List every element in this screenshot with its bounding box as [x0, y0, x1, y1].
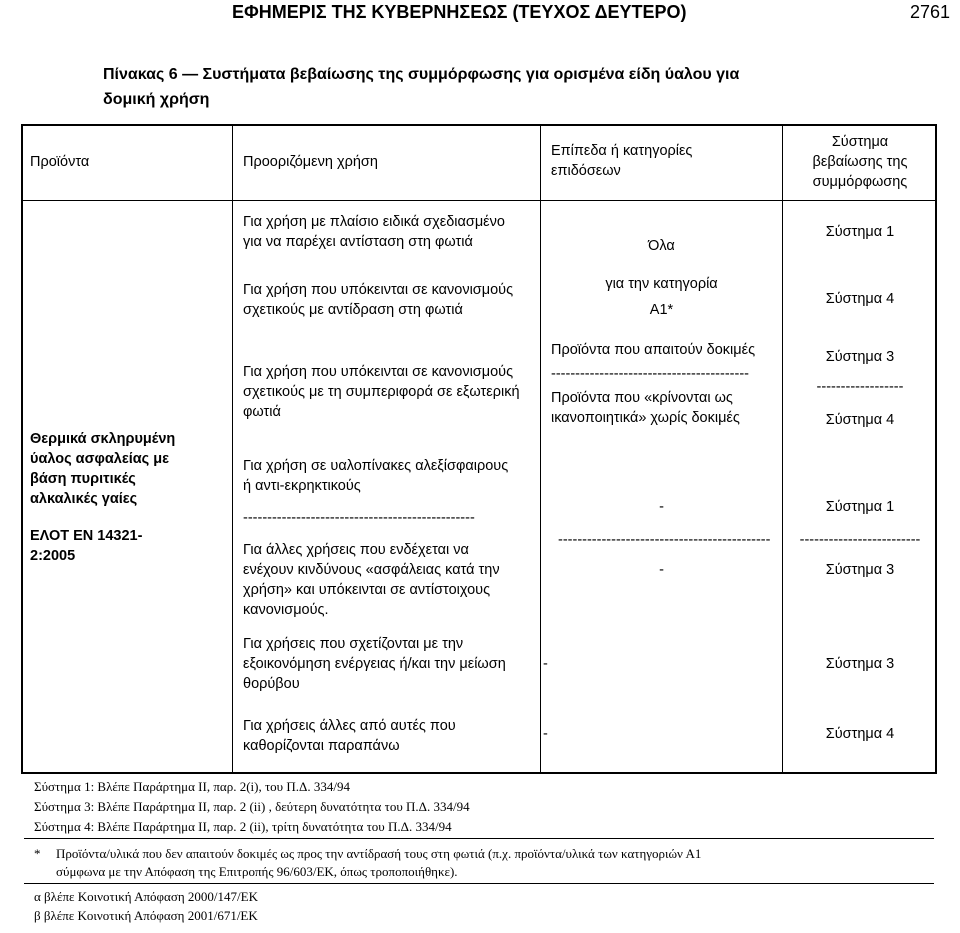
system-1b: Σύστημα 1: [825, 499, 895, 515]
level-category-line-2: Α1*: [649, 302, 674, 318]
use-row-5-line-2: ενέχουν κινδύνους «ασφάλειας κατά την: [243, 562, 500, 578]
product-name-line-4: αλκαλικές γαίες: [30, 491, 138, 507]
header-levels: [551, 141, 692, 181]
product-name-line-1: Θερμικά σκληρυμένη: [30, 431, 176, 447]
header-products: Προϊόντα: [30, 154, 90, 170]
system-3c: Σύστημα 3: [825, 656, 895, 672]
system-separator-1: ------------------: [816, 379, 904, 395]
header-system-line-1: Σύστημα: [831, 134, 889, 150]
system-4b: Σύστημα 4: [825, 412, 895, 428]
table-caption: [103, 62, 863, 112]
product-standard-line-2: 2:2005: [30, 548, 76, 564]
note-system-3: Σύστημα 3: Βλέπε Παράρτημα ΙΙ, παρ. 2 (ii) , δεύτερη δυνατότητα του Π.Δ. 334/94: [34, 799, 470, 814]
notes-divider-2: [24, 883, 934, 884]
table-header-divider: [21, 200, 937, 201]
note-beta: β βλέπε Κοινοτική Απόφαση 2001/671/ΕΚ: [34, 908, 258, 923]
system-3a: Σύστημα 3: [825, 349, 895, 365]
level-tests-separator: -----------------------------------------: [551, 366, 749, 382]
use-row-7-line-2: καθορίζονται παραπάνω: [243, 738, 400, 754]
header-levels-line-1: Επίπεδα ή κατηγορίες: [551, 143, 693, 159]
page-number: 2761: [910, 2, 951, 22]
use-row-4: [243, 456, 508, 496]
level-dash-1: -: [659, 499, 664, 515]
use-row-6-line-1: Για χρήσεις που σχετίζονται με την: [243, 636, 464, 652]
system-separator-2: -------------------------: [799, 532, 921, 548]
use-row-1-line-1: Για χρήση με πλαίσιο ειδικά σχεδιασμένο: [243, 214, 505, 230]
use-row-3-line-2: σχετικούς με τη συμπεριφορά σε εξωτερική: [243, 384, 520, 400]
level-tests-line-1: Προϊόντα που απαιτούν δοκιμές: [551, 342, 756, 358]
header-levels-line-2: επιδόσεων: [551, 163, 621, 179]
system-1: Σύστημα 1: [825, 224, 895, 240]
page-header-title: ΕΦΗΜΕΡΙΣ ΤΗΣ ΚΥΒΕΡΝΗΣΕΩΣ (ΤΕΥΧΟΣ ΔΕΥΤΕΡΟ): [232, 2, 687, 22]
use-row-1-line-2: για να παρέχει αντίσταση στη φωτιά: [243, 234, 473, 250]
caption-line-1: Πίνακας 6 ― Συστήματα βεβαίωσης της συμμόρφωσης για ορισμένα είδη ύαλου για: [103, 66, 740, 83]
product-standard: [30, 526, 142, 566]
level-dash-2: -: [659, 562, 664, 578]
level-tests: [551, 340, 755, 428]
use-separator: ------------------------------------------------: [243, 510, 475, 526]
level-tests-line-2: Προϊόντα που «κρίνονται ως: [551, 390, 733, 406]
header-intended-use: Προοριζόμενη χρήση: [243, 154, 378, 170]
use-row-2-line-2: σχετικούς με αντίδραση στη φωτιά: [243, 302, 463, 318]
use-row-3-line-1: Για χρήση που υπόκεινται σε κανονισμούς: [243, 364, 514, 380]
product-standard-line-1: ΕΛΟΤ ΕΝ 14321-: [30, 528, 143, 544]
use-row-6-line-2: εξοικονόμηση ενέργειας ή/και την μείωση: [243, 656, 506, 672]
level-all: Όλα: [648, 238, 675, 254]
use-row-5-line-4: κανονισμούς.: [243, 602, 329, 618]
header-system-line-2: βεβαίωσης της: [812, 154, 908, 170]
use-row-4-line-1: Για χρήση σε υαλοπίνακες αλεξίσφαιρους: [243, 458, 509, 474]
use-row-5-line-1: Για άλλες χρήσεις που ενδέχεται να: [243, 542, 469, 558]
level-separator: --------------------------------------------: [558, 532, 771, 548]
system-4c: Σύστημα 4: [825, 726, 895, 742]
note-star-text: [56, 845, 701, 881]
note-system-1: Σύστημα 1: Βλέπε Παράρτημα ΙΙ, παρ. 2(i), του Π.Δ. 334/94: [34, 779, 350, 794]
header-system: [783, 132, 937, 192]
system-4a: Σύστημα 4: [825, 291, 895, 307]
note-system-4: Σύστημα 4: Βλέπε Παράρτημα ΙΙ, παρ. 2 (ii), τρίτη δυνατότητα του Π.Δ. 334/94: [34, 819, 452, 834]
use-row-1: [243, 212, 505, 252]
level-category-line-1: για την κατηγορία: [605, 276, 718, 292]
use-row-7: [243, 716, 456, 756]
notes-divider: [24, 838, 934, 839]
note-alpha: α βλέπε Κοινοτική Απόφαση 2000/147/ΕΚ: [34, 889, 258, 904]
table-divider-col-1: [232, 124, 233, 774]
system-3b: Σύστημα 3: [825, 562, 895, 578]
use-row-3: [243, 362, 520, 422]
level-dash-3: -: [543, 656, 548, 672]
product-name-line-2: ύαλος ασφαλείας με: [30, 451, 169, 467]
level-category: [541, 274, 782, 320]
note-star-line-1: Προϊόντα/υλικά που δεν απαιτούν δοκιμές ως προς την αντίδρασή τους στη φωτιά (π.χ. προϊόντα/υλικά των κατηγοριών Α1: [56, 846, 702, 861]
level-tests-line-3: ικανοποιητικά» χωρίς δοκιμές: [551, 410, 740, 426]
use-row-5-line-3: χρήση» και υπόκεινται σε αντίστοιχους: [243, 582, 491, 598]
note-star-mark: *: [34, 846, 41, 861]
product-name-line-3: βάση πυριτικές: [30, 471, 136, 487]
header-system-line-3: συμμόρφωσης: [812, 174, 908, 190]
use-row-6: [243, 634, 506, 694]
use-row-2-line-1: Για χρήση που υπόκεινται σε κανονισμούς: [243, 282, 514, 298]
use-row-6-line-3: θορύβου: [243, 676, 300, 692]
use-row-5: [243, 540, 500, 620]
use-row-3-line-3: φωτιά: [243, 404, 281, 420]
caption-line-2: δομική χρήση: [103, 91, 210, 108]
note-star-line-2: σύμφωνα με την Απόφαση της Επιτροπής 96/603/ΕΚ, όπως τροποποιήθηκε).: [56, 864, 458, 879]
table-divider-col-2: [540, 124, 541, 774]
level-dash-4: -: [543, 726, 548, 742]
use-row-2: [243, 280, 513, 320]
use-row-4-line-2: ή αντι-εκρηκτικούς: [243, 478, 361, 494]
use-row-7-line-1: Για χρήσεις άλλες από αυτές που: [243, 718, 456, 734]
product-name: [30, 429, 175, 509]
